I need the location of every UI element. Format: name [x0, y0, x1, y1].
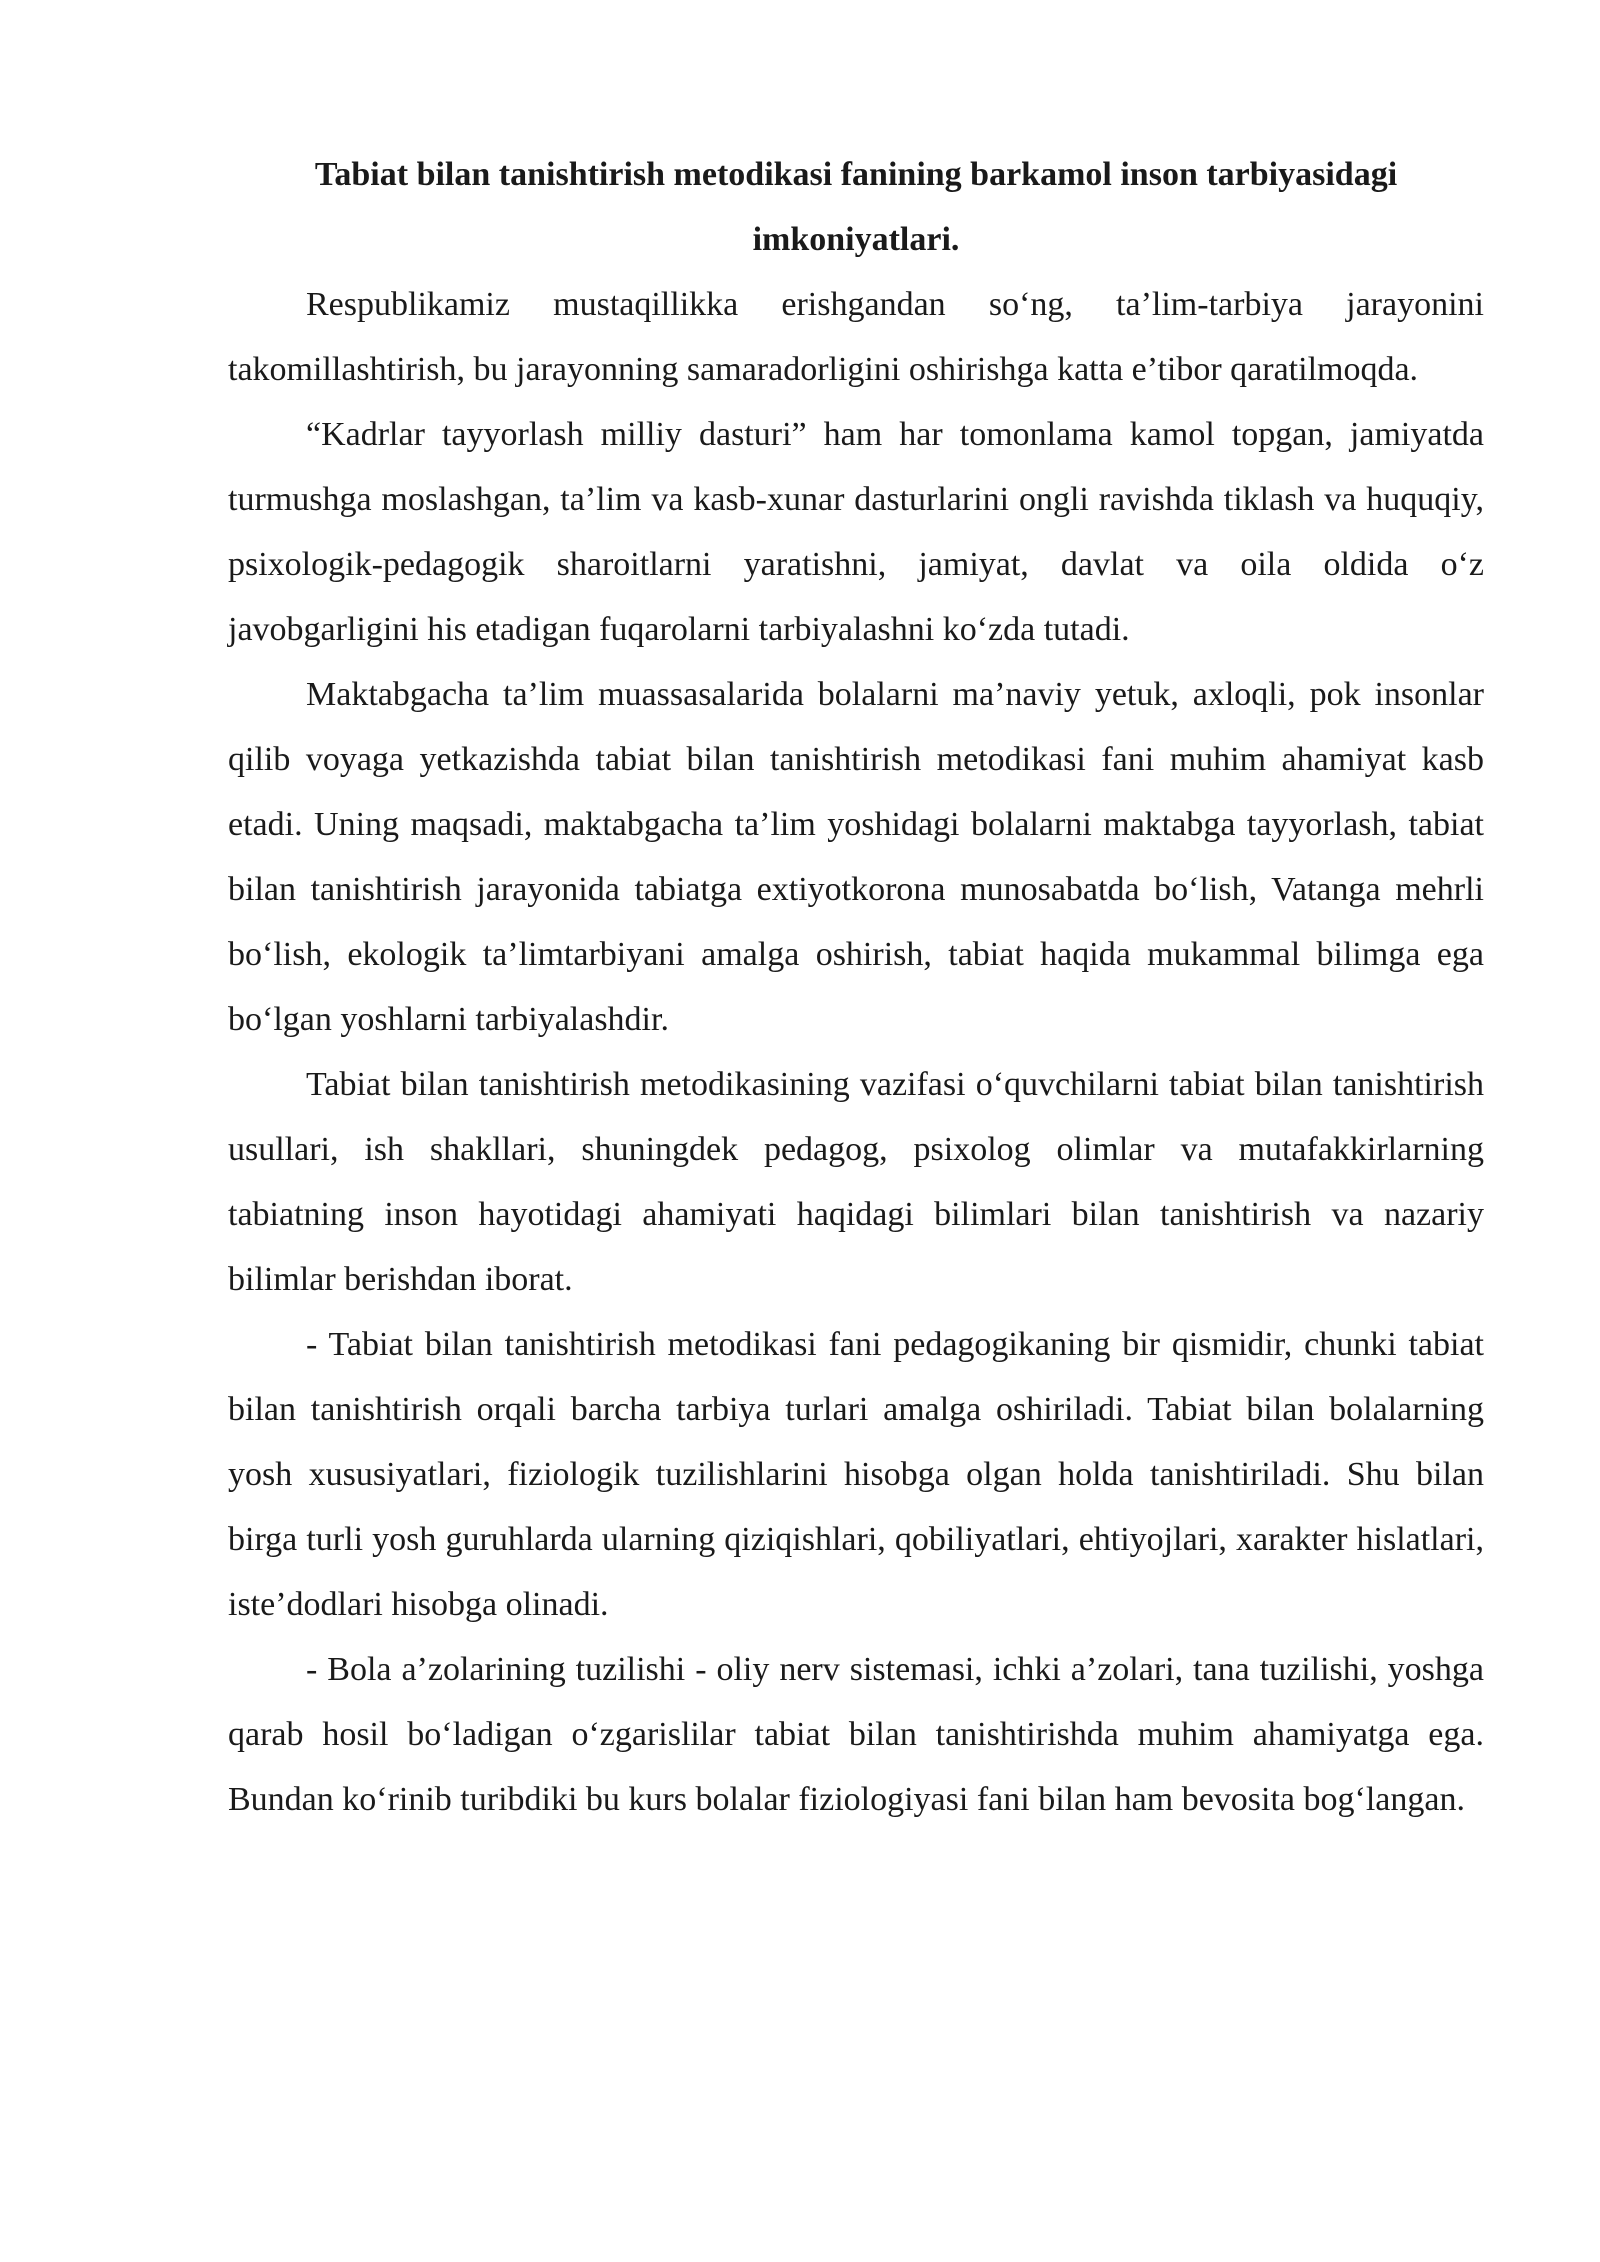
- paragraph-3: Maktabgacha ta’lim muassasalarida bolalarni ma’naviy yetuk, axloqli, pok insonlar qilib voyaga yetkazishda tabiat bilan tanishtirish metodikasi fani muhim ahamiyat kasb etadi. Uning maqsadi, maktabgacha ta’lim yoshidagi bolalarni maktabga tayyorlash, tabiat bilan tanishtirish jarayonida tabiatga extiyotkorona munosabatda bo‘lish, Vatanga mehrli bo‘lish, ekologik ta’limtarbiyani amalga oshirish, tabiat haqida mukammal bilimga ega bo‘lgan yoshlarni tarbiyalashdir.: [228, 676, 1484, 1038]
- paragraph-2: “Kadrlar tayyorlash milliy dasturi” ham har tomonlama kamol topgan, jamiyatda turmushga moslashgan, ta’lim va kasb-xunar dasturlarini ongli ravishda tiklash va huquqiy, psixologik-pedagogik sharoitlarni yaratishni, jamiyat, davlat va oila oldida o‘z javobgarligini his etadigan fuqarolarni tarbiyalashni ko‘zda tutadi.: [228, 416, 1484, 648]
- paragraph-6: - Bola a’zolarining tuzilishi - oliy nerv sistemasi, ichki a’zolari, tana tuzilishi, yoshga qarab hosil bo‘ladigan o‘zgarislilar tabiat bilan tanishtirishda muhim ahamiyatga ega. Bundan ko‘rinib turibdiki bu kurs bolalar fiziologiyasi fani bilan ham bevosita bog‘langan.: [228, 1651, 1484, 1818]
- document-page: [228, 142, 1484, 1832]
- document-title: Tabiat bilan tanishtirish metodikasi fanining barkamol inson tarbiyasidagi imkoniyatlari.: [314, 156, 1398, 258]
- paragraph-4: Tabiat bilan tanishtirish metodikasining vazifasi o‘quvchilarni tabiat bilan tanishtirish usullari, ish shakllari, shuningdek pedagog, psixolog olimlar va mutafakkirlarning tabiatning inson hayotidagi ahamiyati haqidagi bilimlari bilan tanishtirish va nazariy bilimlar berishdan iborat.: [228, 1066, 1484, 1298]
- paragraph-1: Respublikamiz mustaqillikka erishgandan so‘ng, ta’lim-tarbiya jarayonini takomillashtirish, bu jarayonning samaradorligini oshirishga katta e’tibor qaratilmoqda.: [228, 286, 1484, 388]
- paragraph-5: - Tabiat bilan tanishtirish metodikasi fani pedagogikaning bir qismidir, chunki tabiat bilan tanishtirish orqali barcha tarbiya turlari amalga oshiriladi. Tabiat bilan bolalarning yosh xususiyatlari, fiziologik tuzilishlarini hisobga olgan holda tanishtiriladi. Shu bilan birga turli yosh guruhlarda ularning qiziqishlari, qobiliyatlari, ehtiyojlari, xarakter hislatlari, iste’dodlari hisobga olinadi.: [228, 1326, 1484, 1623]
